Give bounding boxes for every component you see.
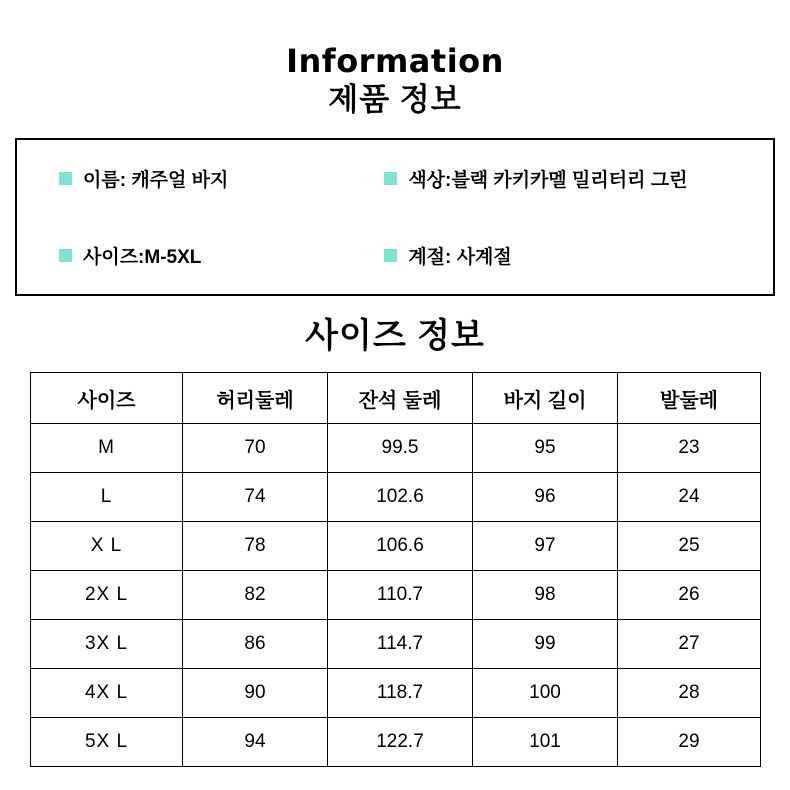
cell-foot: 23 bbox=[618, 424, 761, 473]
size-table-wrapper bbox=[30, 372, 760, 767]
cell-foot: 29 bbox=[618, 718, 761, 767]
cell-hip: 99.5 bbox=[328, 424, 473, 473]
cell-length: 95 bbox=[473, 424, 618, 473]
cell-waist: 94 bbox=[183, 718, 328, 767]
cell-size: M bbox=[31, 424, 183, 473]
info-item-name bbox=[17, 165, 372, 192]
cell-waist: 70 bbox=[183, 424, 328, 473]
cell-size: 2X L bbox=[31, 571, 183, 620]
info-item-season bbox=[372, 242, 773, 269]
cell-waist: 90 bbox=[183, 669, 328, 718]
table-header-row bbox=[31, 373, 761, 424]
info-item-color bbox=[372, 165, 773, 192]
table-row bbox=[31, 473, 761, 522]
cell-hip: 122.7 bbox=[328, 718, 473, 767]
page-title-en: Information bbox=[286, 42, 504, 80]
information-heading bbox=[0, 0, 790, 120]
table-row bbox=[31, 718, 761, 767]
cell-hip: 114.7 bbox=[328, 620, 473, 669]
table-row bbox=[31, 620, 761, 669]
cell-foot: 26 bbox=[618, 571, 761, 620]
cell-size: L bbox=[31, 473, 183, 522]
info-item-label: 색상:블랙 카키카멜 밀리터리 그린 bbox=[408, 170, 688, 191]
cell-length: 96 bbox=[473, 473, 618, 522]
cell-foot: 27 bbox=[618, 620, 761, 669]
cell-length: 97 bbox=[473, 522, 618, 571]
column-header: 사이즈 bbox=[31, 373, 183, 424]
cell-size: 4X L bbox=[31, 669, 183, 718]
cell-size: 3X L bbox=[31, 620, 183, 669]
column-header: 발둘레 bbox=[618, 373, 761, 424]
info-item-size bbox=[17, 242, 372, 269]
cell-foot: 28 bbox=[618, 669, 761, 718]
table-row bbox=[31, 522, 761, 571]
info-item-label: 이름: 캐주얼 바지 bbox=[83, 170, 229, 191]
cell-length: 100 bbox=[473, 669, 618, 718]
cell-hip: 110.7 bbox=[328, 571, 473, 620]
table-row bbox=[31, 571, 761, 620]
cell-size: 5X L bbox=[31, 718, 183, 767]
cell-foot: 24 bbox=[618, 473, 761, 522]
product-info-box bbox=[15, 138, 775, 296]
column-header: 허리둘레 bbox=[183, 373, 328, 424]
cell-foot: 25 bbox=[618, 522, 761, 571]
column-header: 바지 길이 bbox=[473, 373, 618, 424]
square-bullet-icon bbox=[384, 172, 397, 185]
square-bullet-icon bbox=[384, 249, 397, 262]
info-item-label: 사이즈:M-5XL bbox=[83, 247, 202, 268]
cell-length: 98 bbox=[473, 571, 618, 620]
size-table bbox=[30, 372, 761, 767]
cell-hip: 118.7 bbox=[328, 669, 473, 718]
cell-length: 99 bbox=[473, 620, 618, 669]
table-row bbox=[31, 424, 761, 473]
table-row bbox=[31, 669, 761, 718]
cell-waist: 78 bbox=[183, 522, 328, 571]
size-section-title: 사이즈 정보 bbox=[305, 317, 485, 355]
product-info-grid bbox=[17, 140, 773, 294]
page-title-kr: 제품 정보 bbox=[328, 82, 462, 117]
cell-waist: 86 bbox=[183, 620, 328, 669]
cell-waist: 74 bbox=[183, 473, 328, 522]
cell-hip: 106.6 bbox=[328, 522, 473, 571]
cell-hip: 102.6 bbox=[328, 473, 473, 522]
column-header: 잔석 둘레 bbox=[328, 373, 473, 424]
square-bullet-icon bbox=[59, 172, 72, 185]
square-bullet-icon bbox=[59, 249, 72, 262]
cell-waist: 82 bbox=[183, 571, 328, 620]
cell-size: X L bbox=[31, 522, 183, 571]
info-item-label: 계절: 사계절 bbox=[408, 247, 512, 268]
cell-length: 101 bbox=[473, 718, 618, 767]
